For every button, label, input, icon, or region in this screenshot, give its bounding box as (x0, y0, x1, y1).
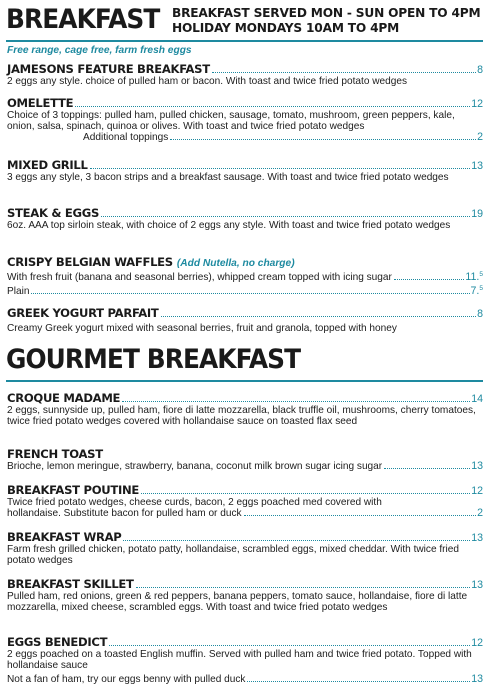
item-name: GREEK YOGURT PARFAIT (7, 306, 159, 320)
menu-item-eggs-benedict (7, 635, 483, 686)
duck-benny-line (7, 674, 483, 685)
substitution-line (7, 508, 483, 519)
menu-header (6, 3, 484, 41)
item-price: 19 (471, 208, 483, 220)
item-price: 12 (471, 485, 483, 497)
dot-leader (122, 401, 470, 402)
item-name: STEAK & EGGS (7, 206, 100, 220)
item-description: Farm fresh grilled chicken, potato patty, hollandaise, scrambled eggs, mixed cheddar. With twice fried potato wedges (7, 544, 460, 567)
additional-toppings-line (83, 132, 483, 143)
item-name: BREAKFAST POUTINE (7, 483, 140, 497)
item-name: EGGS BENEDICT (7, 635, 108, 649)
menu-item-mixed-grill (7, 158, 483, 183)
additional-toppings-price: 2 (477, 131, 483, 144)
item-description: 2 eggs any style. choice of pulled ham or bacon. With toast and twice fried potato wedges (7, 76, 408, 87)
item-name: FRENCH TOAST (7, 447, 103, 461)
item-name: BREAKFAST SKILLET (7, 577, 134, 591)
waffle-plain-line (7, 283, 483, 297)
item-price: 13 (471, 532, 483, 544)
item-price: 13 (471, 460, 483, 472)
item-price: 13 (471, 160, 483, 172)
french-toast-line (7, 461, 483, 472)
item-price: 8 (477, 308, 483, 320)
item-description: Brioche, lemon meringue, strawberry, banana, coconut milk brown sugar icing sugar (7, 461, 383, 472)
item-name: JAMESONS FEATURE BREAKFAST (7, 62, 210, 76)
section-title-gourmet: GOURMET BREAKFAST (6, 344, 301, 375)
item-description: Pulled ham, red onions, green & red peppers, banana peppers, tomato sauce, hollandaise, fiore di latte mozzarella, mixed cheese, scrambled eggs. With toast and twice fried potato wedges (7, 591, 468, 614)
dot-leader (136, 587, 471, 588)
dot-leader (212, 72, 476, 73)
item-name: CRISPY BELGIAN WAFFLES (7, 255, 173, 269)
menu-item-yogurt-parfait (7, 306, 483, 334)
duck-benny-label: Not a fan of ham, try our eggs benny with pulled duck (7, 674, 246, 686)
menu-item-belgian-waffles (7, 255, 483, 297)
menu-item-french-toast (7, 447, 483, 472)
waffle-fruit-description: With fresh fruit (banana and seasonal berries), whipped cream topped with icing sugar (7, 272, 392, 283)
waffle-plain-price: 7.$^5$ (470, 285, 483, 298)
item-description: 6oz. AAA top sirloin steak, with choice of 2 eggs any style. With toast and twice fried potato wedges (7, 220, 451, 231)
menu-item-breakfast-skillet (7, 577, 483, 613)
item-description: Choice of 3 toppings: pulled ham, pulled chicken, sausage, tomato, mushroom, green peppers, kale, onion, salsa, spinach, quinoa or olives. With toast and twice fried potato wedges (7, 110, 455, 133)
menu-item-breakfast-poutine (7, 483, 483, 519)
waffle-plain-label: Plain (7, 286, 30, 298)
dot-leader (75, 106, 470, 107)
additional-toppings-label: Additional toppings (83, 132, 169, 144)
menu-item-steak-eggs (7, 206, 483, 231)
dot-leader (161, 316, 477, 317)
item-name: CROQUE MADAME (7, 391, 121, 405)
dot-leader (244, 515, 477, 516)
dot-leader (141, 493, 470, 494)
item-name: MIXED GRILL (7, 158, 88, 172)
menu-item-jamesons (7, 62, 483, 87)
item-description: 2 eggs, sunnyside up, pulled ham, fiore di latte mozzarella, black truffle oil, mushrooms, cherry tomatoes, twice fried potato wedges covered with hollandaise sauce on toasted flax seed (7, 405, 476, 428)
duck-benny-price: 13 (471, 673, 483, 686)
item-name: BREAKFAST WRAP (7, 530, 122, 544)
hours-line-2: HOLIDAY MONDAYS 10AM TO 4PM (172, 20, 400, 35)
dot-leader (101, 216, 470, 217)
dot-leader (170, 139, 476, 140)
waffle-fruit-line (7, 269, 483, 283)
dot-leader (123, 540, 470, 541)
item-note: (Add Nutella, no charge) (176, 258, 295, 269)
gourmet-rule (6, 380, 483, 382)
item-price: 8 (477, 64, 483, 76)
item-price: 12 (471, 637, 483, 649)
item-description: 3 eggs any style, 3 bacon strips and a breakfast sausage. With toast and twice fried potato wedges (7, 172, 449, 183)
tagline: Free range, cage free, farm fresh eggs (7, 45, 192, 56)
dot-leader (90, 168, 471, 169)
item-description: 2 eggs poached on a toasted English muffin. Served with pulled ham and twice fried potato. Topped with hollandaise sauce (7, 649, 472, 672)
item-description: Creamy Greek yogurt mixed with seasonal berries, fruit and granola, topped with honey (7, 323, 397, 334)
item-price: 14 (471, 393, 483, 405)
item-price: 12 (471, 98, 483, 110)
waffle-fruit-price: 11.$^5$ (465, 271, 483, 283)
substitution-price: 2 (477, 507, 483, 520)
substitution-label: hollandaise. Substitute bacon for pulled ham or duck (7, 508, 242, 520)
dot-leader (31, 293, 469, 294)
menu-item-croque-madame (7, 391, 483, 427)
menu-item-omelette (7, 96, 483, 144)
dot-leader (394, 279, 465, 280)
item-name: OMELETTE (7, 96, 74, 110)
hours-info (172, 6, 489, 35)
dot-leader (247, 681, 470, 682)
hours-line-1: BREAKFAST SERVED MON - SUN OPEN TO 4PM (172, 6, 481, 20)
item-description: Twice fried potato wedges, cheese curds, bacon, 2 eggs poached med covered with (7, 497, 382, 508)
menu-item-breakfast-wrap (7, 530, 483, 566)
item-price: 13 (471, 579, 483, 591)
section-title-breakfast: BREAKFAST (6, 4, 160, 35)
header-rule (6, 40, 483, 42)
dot-leader (109, 645, 470, 646)
dot-leader (384, 468, 470, 469)
